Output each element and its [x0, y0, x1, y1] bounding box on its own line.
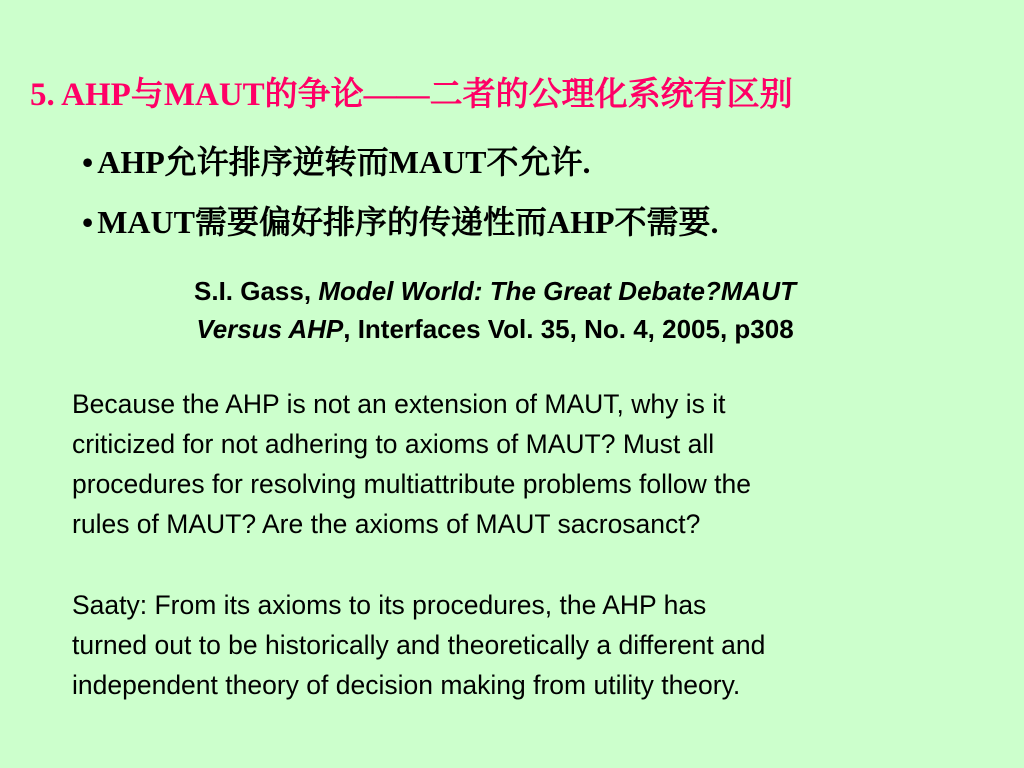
citation-source: , Interfaces Vol. 35, No. 4, 2005, p308 [343, 314, 794, 344]
citation-title-line2: Versus AHP [196, 314, 344, 344]
bullet-item [82, 197, 719, 243]
citation-title-line1: Model World: The Great Debate?MAUT [318, 276, 796, 306]
bullet-marker: • [82, 204, 94, 240]
paragraph-line: independent theory of decision making from utility theory. [72, 670, 741, 700]
slide-title: 5. AHP与MAUT的争论——二者的公理化系统有区别 [30, 77, 793, 113]
paragraph-line: rules of MAUT? Are the axioms of MAUT sacrosanct? [72, 509, 701, 539]
paragraph-line: Because the AHP is not an extension of MAUT, why is it [72, 389, 726, 419]
question-paragraph [72, 384, 1002, 544]
paragraph-line: procedures for resolving multiattribute problems follow the [72, 469, 752, 499]
bullet-text: AHP允许排序逆转而MAUT不允许. [97, 144, 591, 180]
paragraph-line: Saaty: From its axioms to its procedures, the AHP has [72, 590, 707, 620]
citation-author: S.I. Gass, [194, 276, 319, 306]
bullet-marker: • [82, 144, 94, 180]
bullet-item [82, 137, 591, 183]
paragraph-line: turned out to be historically and theoretically a different and [72, 630, 766, 660]
bullet-text: MAUT需要偏好排序的传递性而AHP不需要. [97, 204, 719, 240]
saaty-paragraph [72, 585, 1002, 705]
citation [70, 272, 920, 348]
paragraph-line: criticized for not adhering to axioms of MAUT? Must all [72, 429, 715, 459]
